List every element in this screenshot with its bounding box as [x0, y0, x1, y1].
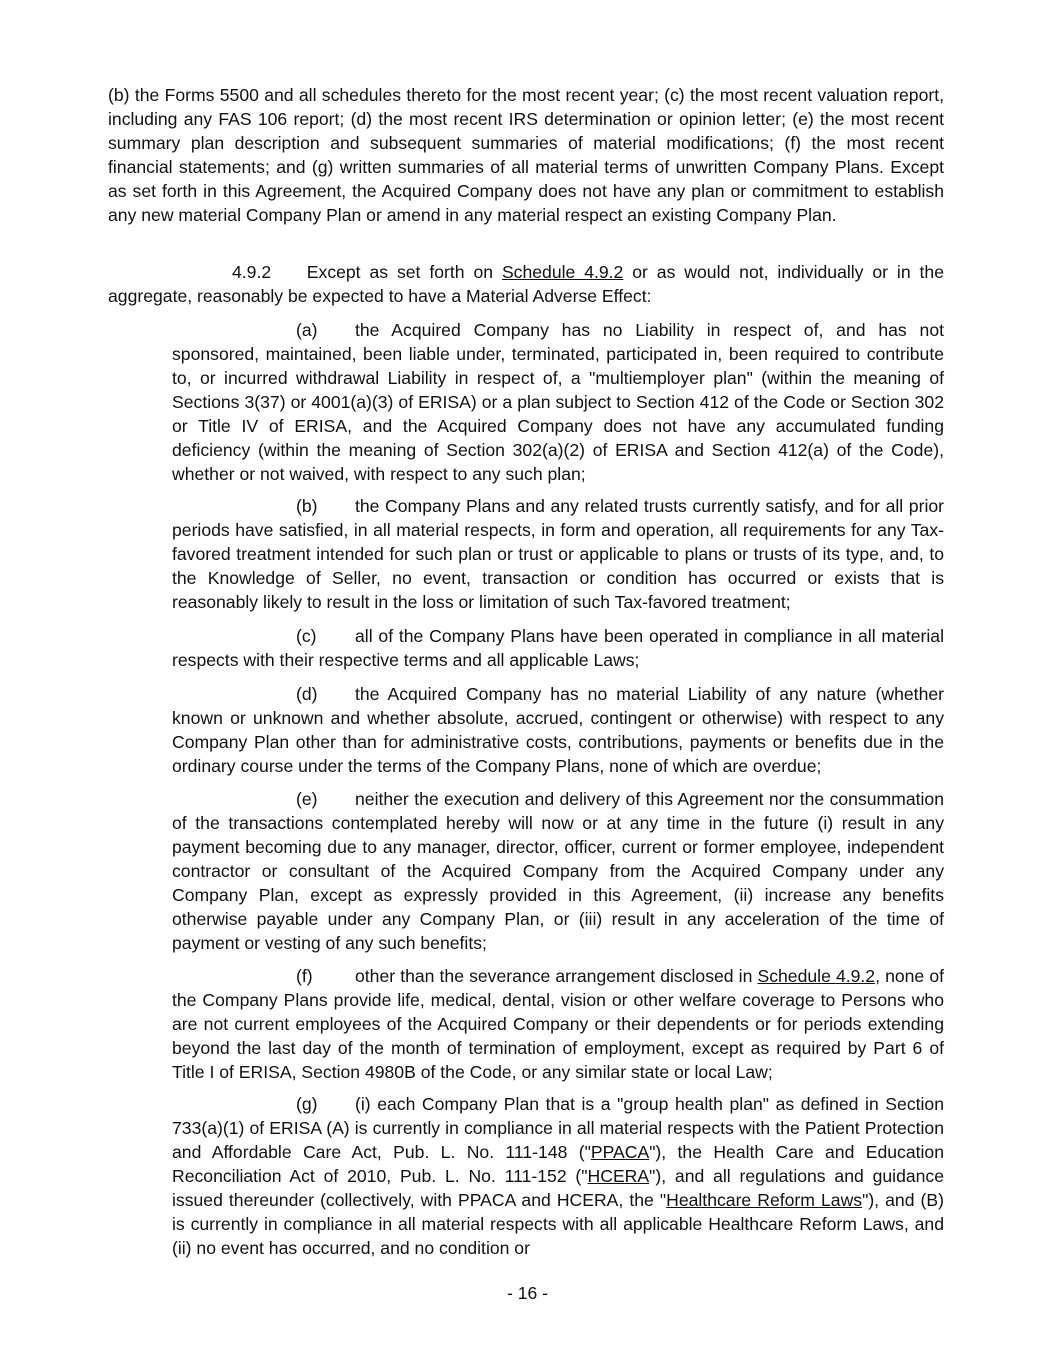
item-e [172, 787, 944, 955]
item-b [172, 494, 944, 614]
item-text-4: "), and (B) is currently in compliance in all material respects with all applicable Healthcare Reform Laws, and (ii) no event has occurred, and no condition or [172, 1190, 944, 1258]
item-text-3: "), and all regulations and guidance issued thereunder (collectively, with PPACA and HCERA, the " [172, 1166, 944, 1210]
item-c [172, 624, 944, 672]
item-text: neither the execution and delivery of this Agreement nor the consummation of the transactions contemplated hereby will now or at any time in the future (i) result in any payment becoming due to any manager, director, officer, current or former employee, independent contractor or consultant of the Acquired Company from the Acquired Company under any Company Plan, except as expressly provided in this Agreement, (ii) increase any benefits otherwise payable under any Company Plan, or (iii) result in any acceleration of the time of payment or vesting of any such benefits; [172, 789, 944, 953]
item-label: (b) [296, 496, 318, 516]
defined-term-ppaca: PPACA [590, 1142, 650, 1162]
section-4-9-2 [108, 260, 944, 308]
item-text: all of the Company Plans have been operated in compliance in all material respects with their respective terms and all applicable Laws; [172, 626, 944, 670]
item-label: (f) [296, 966, 313, 986]
item-f [172, 964, 944, 1084]
item-text-2: "), the Health Care and Education Reconciliation Act of 2010, Pub. L. No. 111-152 (" [172, 1142, 944, 1186]
item-text-1: (i) each Company Plan that is a "group health plan" as defined in Section 733(a)(1) of ERISA (A) is currently in compliance in all material respects with the Patient Protection and Affordable Care Act, Pub. L. No. 111-148 (" [172, 1094, 944, 1162]
item-label: (d) [296, 684, 318, 704]
section-number: 4.9.2 [232, 262, 272, 282]
item-d [172, 682, 944, 778]
schedule-link: Schedule 4.9.2 [501, 262, 624, 282]
schedule-link: Schedule 4.9.2 [757, 966, 876, 986]
page-number: - 16 - [506, 1283, 549, 1303]
item-g [172, 1092, 944, 1260]
item-text: the Acquired Company has no Liability in respect of, and has not sponsored, maintained, been liable under, terminated, participated in, been required to contribute to, or incurred withdrawal Liability in respect of, a "multiemployer plan" (within the meaning of Sections 3(37) or 4001(a)(3) of ERISA) or a plan subject to Section 412 of the Code or Section 302 or Title IV of ERISA, and the Acquired Company does not have any accumulated funding deficiency (within the meaning of Section 302(a)(2) of ERISA and Section 412(a) of the Code), whether or not waived, with respect to any such plan; [172, 320, 944, 484]
item-label: (e) [296, 789, 318, 809]
item-text-pre: other than the severance arrangement disclosed in [355, 966, 758, 986]
item-text: the Acquired Company has no material Liability of any nature (whether known or unknown and whether absolute, accrued, contingent or otherwise) with respect to any Company Plan other than for administrative costs, contributions, payments or benefits due in the ordinary course under the terms of the Company Plans, none of which are overdue; [172, 684, 944, 776]
item-label: (a) [296, 320, 318, 340]
defined-term-healthcare-reform-laws: Healthcare Reform Laws [666, 1190, 863, 1210]
intro-paragraph: (b) the Forms 5500 and all schedules thereto for the most recent year; (c) the most recent valuation report, including any FAS 106 report; (d) the most recent IRS determination or opinion letter; (e) the most recent summary plan description and subsequent summaries of material modifications; (f) the most recent financial statements; and (g) written summaries of all material terms of unwritten Company Plans. Except as set forth in this Agreement, the Acquired Company does not have any plan or commitment to establish any new material Company Plan or amend in any material respect an existing Company Plan. [108, 85, 944, 225]
item-text: the Company Plans and any related trusts currently satisfy, and for all prior periods have satisfied, in all material respects, in form and operation, all requirements for any Tax-favored treatment intended for such plan or trust or applicable to plans or trusts of its type, and, to the Knowledge of Seller, no event, transaction or condition has occurred or exists that is reasonably likely to result in the loss or limitation of such Tax-favored treatment; [172, 496, 944, 612]
item-text-post: , none of the Company Plans provide life, medical, dental, vision or other welfare coverage to Persons who are not current employees of the Acquired Company or their dependents or for periods extending beyond the last day of the month of termination of employment, except as required by Part 6 of Title I of ERISA, Section 4980B of the Code, or any similar state or local Law; [172, 966, 944, 1082]
section-text-post: or as would not, individually or in the aggregate, reasonably be expected to have a Material Adverse Effect: [108, 262, 944, 306]
item-label: (c) [296, 626, 317, 646]
item-a [172, 318, 944, 486]
defined-term-hcera: HCERA [587, 1166, 650, 1186]
section-text-pre: Except as set forth on [306, 262, 502, 282]
item-label: (g) [296, 1094, 318, 1114]
